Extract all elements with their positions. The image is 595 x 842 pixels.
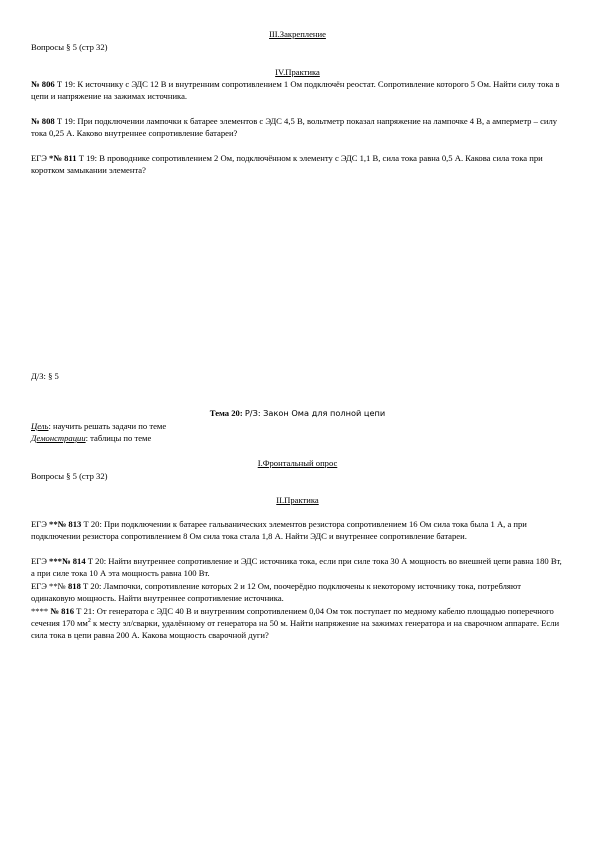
problem-number: **№ 813	[49, 519, 82, 529]
problem-number: № 808	[31, 116, 55, 126]
problem-text: Т 21: От генератора с ЭДС 40 В и внутренним сопротивлением 0,04 Ом ток поступает по медному кабелю площадью поперечного сечения 170 мм	[31, 606, 554, 628]
homework: Д/З: § 5	[31, 371, 59, 381]
problem-number: № 816	[50, 606, 75, 616]
problem-text: Т 19: К источнику с ЭДС 12 В и внутренним сопротивлением 1 Ом подключён реостат. Сопротивление которого 5 Ом. Найти силу тока в цепи и напряжение на зажимах источника.	[31, 79, 560, 101]
superscript: 2	[87, 618, 91, 625]
questions-reference: Вопросы § 5 (стр 32)	[31, 42, 108, 52]
goal-label: Цель	[31, 421, 49, 431]
goal-line	[31, 420, 564, 432]
questions-reference-2: Вопросы § 5 (стр 32)	[31, 471, 108, 481]
problem-808	[31, 115, 564, 139]
topic-name: Р/З: Закон Ома для полной цепи	[244, 408, 386, 418]
topic-title	[31, 407, 564, 419]
problem-text-continued: к месту эл/сварки, удалённому от генератора на 50 м. Найти напряжение на зажимах генератора и на сварочном аппарате. Если сила тока в цепи равна 200 А. Какова мощность сварочной дуги?	[31, 618, 560, 640]
demonstrations-label: Демонстрации	[31, 433, 86, 443]
problem-806	[31, 78, 564, 102]
topic-label: Тема 20:	[209, 408, 245, 418]
exam-prefix: ЕГЭ	[31, 153, 50, 163]
section-heading-practice: IV.Практика	[275, 67, 320, 77]
exam-prefix: ****	[31, 606, 51, 616]
problem-814	[31, 555, 564, 579]
problem-number: ***№ 814	[49, 556, 86, 566]
problem-number: № 806	[31, 79, 55, 89]
exam-prefix: ЕГЭ	[31, 556, 50, 566]
problem-text: Т 20: Найти внутреннее сопротивление и ЭДС источника тока, если при силе тока 30 А мощность во внешней цепи равна 180 Вт, а при силе тока 10 А эта мощность равна 100 Вт.	[31, 556, 562, 578]
problem-text: Т 20: При подключении к батарее гальванических элементов резистора сопротивлением 16 Ом сила тока была 1 А, а при подключении резистора сопротивлением 8 Ом сила тока стала 1,8 А. Найти ЭДС и внутреннее сопротивление батареи.	[31, 519, 527, 541]
problem-number: *№ 811	[49, 153, 77, 163]
problem-818	[31, 580, 564, 604]
problem-number: 818	[67, 581, 81, 591]
problem-text: Т 20: Лампочки, сопротивление которых 2 и 12 Ом, поочерёдно подключены к некоторому источнику тока, потребляют одинаковую мощность. Найти внутреннее сопротивление источника.	[31, 581, 521, 603]
problem-813	[31, 518, 564, 542]
section-heading-frontal-survey: I.Фронтальный опрос	[257, 458, 338, 468]
demonstrations-text: : таблицы по теме	[85, 433, 152, 443]
demonstrations-line	[31, 432, 564, 444]
section-heading-practice-2: II.Практика	[276, 495, 319, 505]
exam-prefix: ЕГЭ	[31, 519, 50, 529]
problem-text: Т 19: В проводнике сопротивлением 2 Ом, подключённом к элементу с ЭДС 1,1 В, сила тока равна 0,5 А. Какова сила тока при коротком замыкании элемента?	[31, 153, 543, 175]
problem-816	[31, 605, 564, 641]
problem-811	[31, 152, 564, 176]
goal-text: : научить решать задачи по теме	[48, 421, 167, 431]
problem-text: Т 19: При подключении лампочки к батарее элементов с ЭДС 4,5 В, вольтметр показал напряжение на лампочке 4 В, а амперметр – силу тока 0,25 А. Каково внутреннее сопротивление батареи?	[31, 116, 558, 138]
exam-prefix: ЕГЭ **№	[31, 581, 68, 591]
section-heading-consolidation: III.Закрепление	[269, 29, 326, 39]
